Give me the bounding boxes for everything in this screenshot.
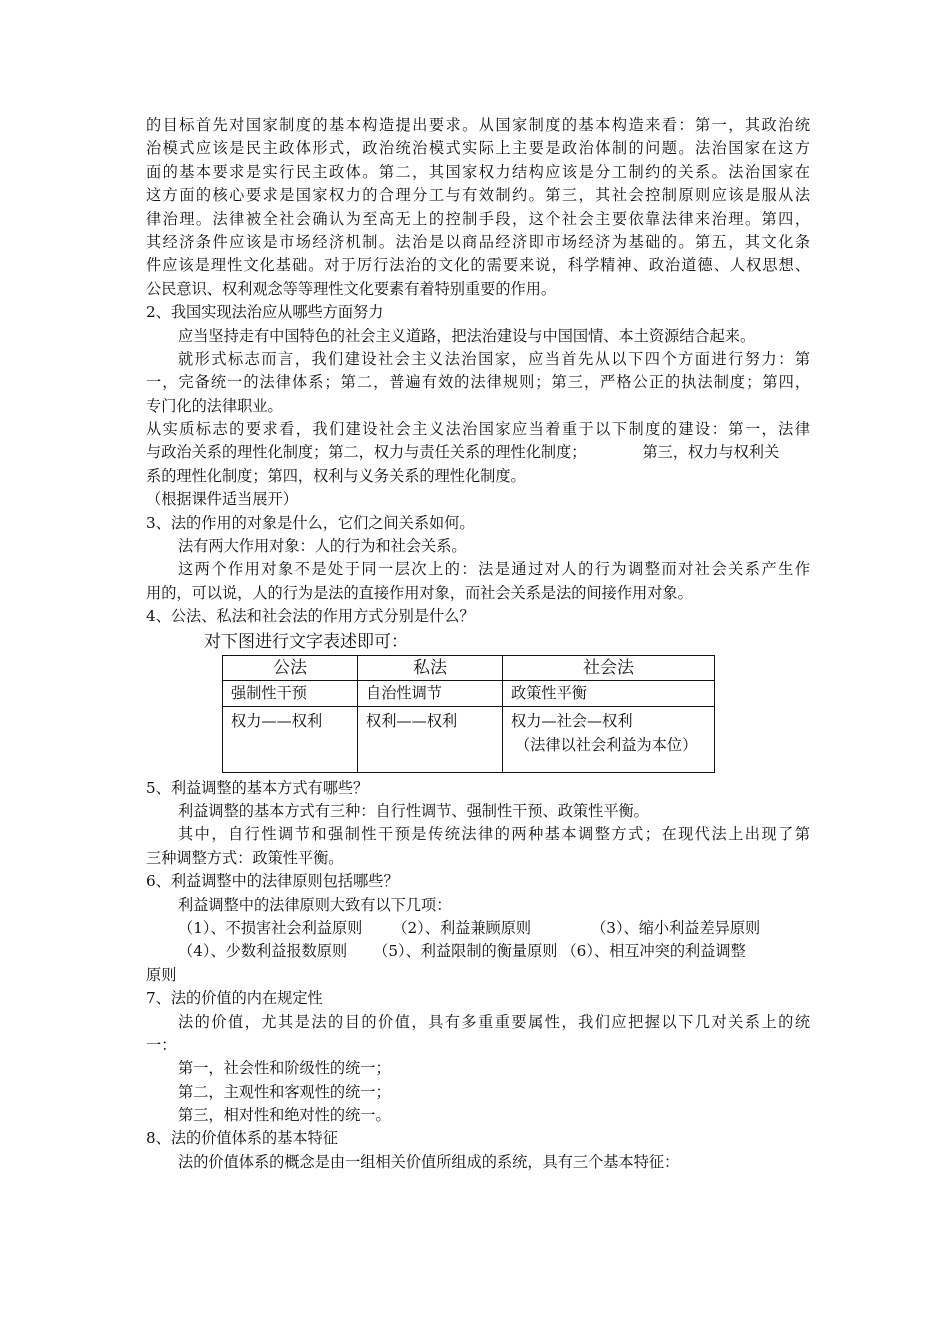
- paragraph-line: 法的价值体系的概念是由一组相关价值所组成的系统，具有三个基本特征：: [178, 1152, 680, 1171]
- list-item: （3）、缩小利益差异原则: [591, 918, 761, 937]
- law-comparison-table: [222, 655, 715, 773]
- paragraph-line: 其经济条件应该是市场经济机制。法治是以商品经济即市场经济为基础的。第五，其文化条: [146, 232, 810, 251]
- list-item: （4）、少数利益报数原则: [178, 942, 348, 961]
- paragraph-segment: 与政治关系的理性化制度；第二，权力与责任关系的理性化制度；: [146, 443, 587, 462]
- paragraph-line: 原则: [146, 965, 177, 984]
- list-item: 第三，相对性和绝对性的统一。: [178, 1106, 391, 1125]
- table-header-cell: 社会法: [503, 655, 715, 680]
- paragraph-line: 从实质标志的要求看，我们建设社会主义法治国家应当着重于以下制度的建设：第一，法律: [146, 420, 810, 439]
- paragraph-line: 这方面的核心要求是国家权力的合理分工与有效制约。第三，其社会控制原则应该是服从法: [146, 186, 810, 205]
- table-cell: 政策性平衡: [503, 680, 715, 706]
- table-header-cell: 私法: [358, 655, 503, 680]
- table-row: [223, 680, 715, 706]
- paragraph-line: 律治理。法律被全社会确认为至高无上的控制手段，这个社会主要依靠法律来治理。第四，: [146, 209, 810, 228]
- paragraph-line: 法的价值，尤其是法的目的价值，具有多重重要属性，我们应把握以下几对关系上的统: [178, 1012, 810, 1031]
- principle-list-line: [146, 917, 810, 940]
- paragraph-line: 系的理性化制度；第四，权利与义务关系的理性化制度。: [146, 466, 526, 485]
- paragraph-line: 就形式标志而言，我们建设社会主义法治国家，应当首先从以下四个方面进行努力：第: [178, 349, 810, 368]
- paragraph-segment: 第三，权力与权利关: [642, 443, 780, 462]
- section-heading: 7、法的价值的内在规定性: [146, 989, 323, 1008]
- paragraph-line: 专门化的法律职业。: [146, 396, 283, 415]
- list-item: （1）、不损害社会利益原则: [178, 918, 363, 937]
- paragraph-line: 一，完备统一的法律体系；第二，普遍有效的法律规则；第三，严格公正的执法制度；第四，: [146, 373, 810, 392]
- paragraph-line: 一：: [146, 1035, 177, 1054]
- section-heading: 2、我国实现法治应从哪些方面努力: [146, 303, 384, 322]
- table-caption: 对下图进行文字表述即可：: [204, 631, 408, 652]
- table-cell-text: 权力—社会—权利: [511, 711, 633, 730]
- paragraph-line: 的目标首先对国家制度的基本构造提出要求。从国家制度的基本构造来看：第一，其政治统: [146, 116, 810, 134]
- note-line: （根据课件适当展开）: [146, 490, 298, 509]
- table-cell: 强制性干预: [223, 680, 358, 706]
- section-heading: 3、法的作用的对象是什么，它们之间关系如何。: [146, 513, 475, 532]
- section-heading: 8、法的价值体系的基本特征: [146, 1129, 338, 1148]
- section-heading: 4、公法、私法和社会法的作用方式分别是什么？: [146, 607, 475, 626]
- paragraph-line: 面的基本要求是实行民主政体。第二，其国家权力结构应该是分工制约的关系。法治国家在: [146, 162, 810, 181]
- paragraph-line: 法有两大作用对象：人的行为和社会关系。: [178, 537, 467, 556]
- paragraph-line: 应当坚持走有中国特色的社会主义道路，把法治建设与中国国情、本土资源结合起来。: [178, 326, 756, 345]
- paragraph-line: 三种调整方式：政策性平衡。: [146, 848, 344, 867]
- paragraph-line: 利益调整的基本方式有三种：自行性调节、强制性干预、政策性平衡。: [178, 801, 649, 820]
- paragraph-line: 用的，可以说，人的行为是法的直接作用对象，而社会关系是法的间接作用对象。: [146, 583, 693, 602]
- section-heading: 5、利益调整的基本方式有哪些？: [146, 778, 369, 797]
- table-cell-subtext: （法律以社会利益为本位）: [515, 735, 698, 754]
- list-item: 第一，社会性和阶级性的统一；: [178, 1059, 391, 1078]
- table-row: [223, 706, 715, 772]
- table-cell: 自治性调节: [358, 680, 503, 706]
- table-cell: [503, 706, 715, 772]
- list-item: （6）、相互冲突的利益调整: [561, 942, 746, 961]
- document-page: [146, 114, 810, 1174]
- list-item: （2）、利益兼顾原则: [392, 918, 532, 937]
- table-cell: 权力——权利: [223, 706, 358, 772]
- list-item: （5）、利益限制的衡量原则: [373, 942, 558, 961]
- table-cell: 权利——权利: [358, 706, 503, 772]
- principle-list-line: [146, 940, 810, 963]
- table-header-cell: 公法: [223, 655, 358, 680]
- list-item: 第二，主观性和客观性的统一；: [178, 1082, 391, 1101]
- paragraph-line: 治模式应该是民主政体形式，政治统治模式实际上主要是政治体制的问题。法治国家在这方: [146, 139, 810, 158]
- section-heading: 6、利益调整中的法律原则包括哪些？: [146, 872, 399, 891]
- paragraph-line: 公民意识、权利观念等等理性文化要素有着特别重要的作用。: [146, 279, 557, 298]
- paragraph-line: 其中，自行性调节和强制性干预是传统法律的两种基本调整方式；在现代法上出现了第: [178, 825, 810, 844]
- paragraph-line: 件应该是理性文化基础。对于厉行法治的文化的需要来说，科学精神、政治道德、人权思想、: [146, 256, 810, 275]
- paragraph-line: 利益调整中的法律原则大致有以下几项：: [178, 895, 452, 914]
- paragraph-line: 这两个作用对象不是处于同一层次上的：法是通过对人的行为调整而对社会关系产生作: [178, 560, 810, 579]
- paragraph-line: [146, 441, 810, 464]
